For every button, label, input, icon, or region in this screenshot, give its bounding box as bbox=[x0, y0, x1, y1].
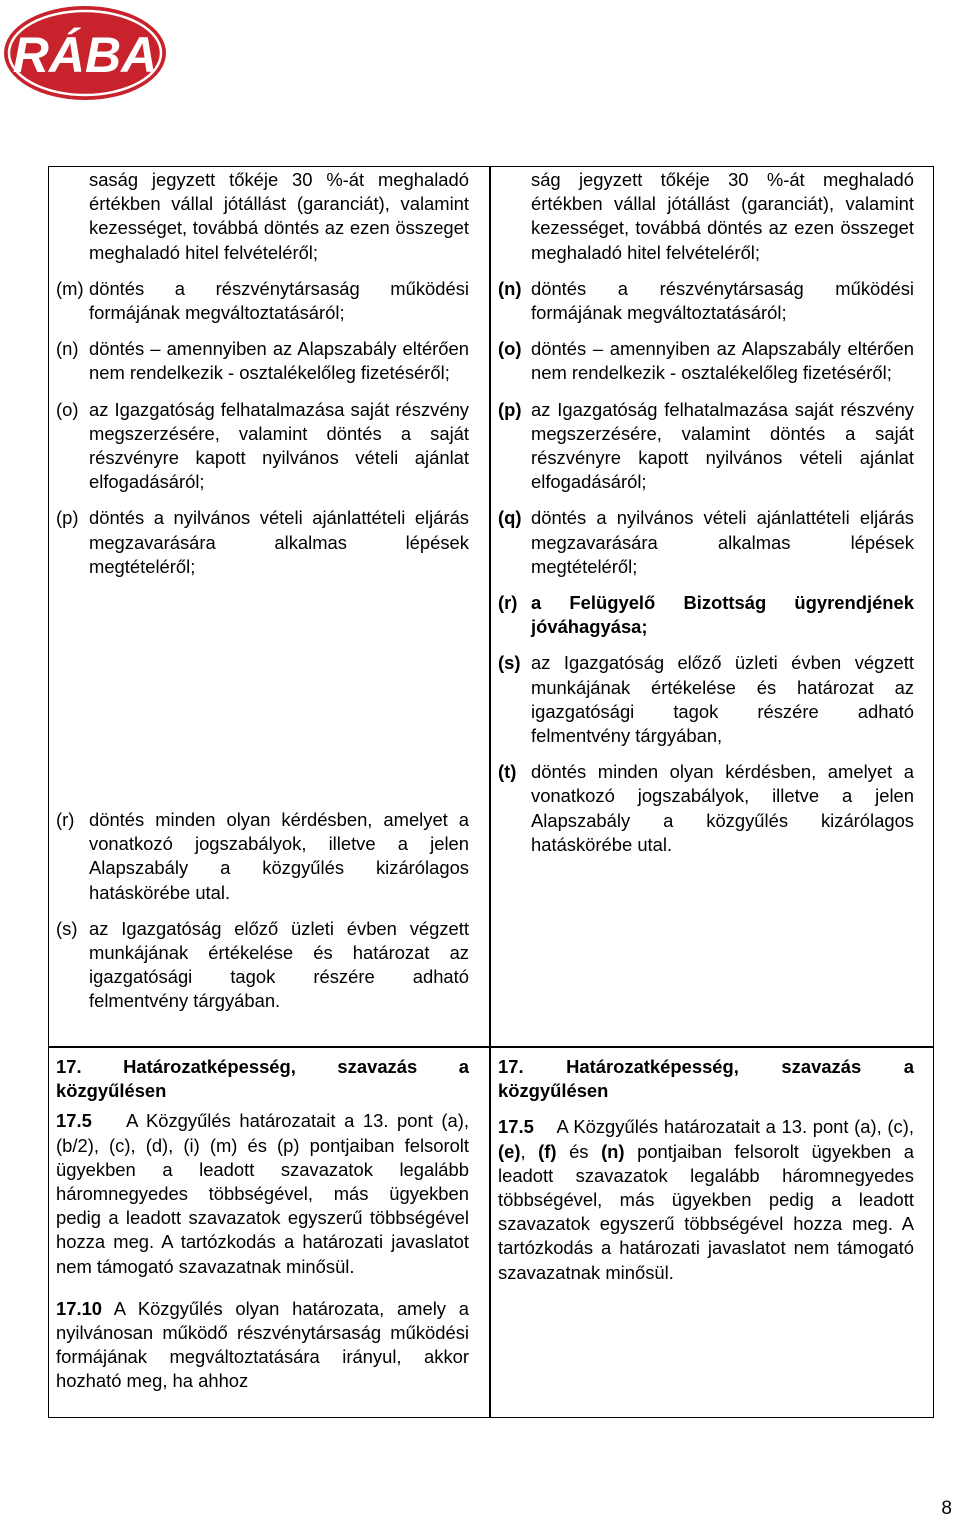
item-marker: (m) bbox=[56, 277, 84, 299]
item-text: döntés minden olyan kérdésben, amelyet a vonatkozó jogszabályok, illetve a jelen Alapszabály a közgyűlés kizárólagos hatáskörébe utal. bbox=[531, 761, 914, 855]
item-marker: (s) bbox=[56, 917, 78, 939]
left-top-cell-lower bbox=[56, 808, 469, 1014]
right-section-heading: 17. Határozatképesség, szavazás a közgyűlésen bbox=[498, 1056, 914, 1102]
item-text: döntés – amennyiben az Alapszabály eltérően nem rendelkezik - osztalékelőleg fizetéséről; bbox=[89, 338, 469, 384]
right-para-17-5 bbox=[498, 1115, 914, 1284]
left-intro-text: saság jegyzett tőkéje 30 %-át meghaladó értékben vállal jótállást (garanciát), valamint kezességet, továbbá döntés az ezen összeget meghaladó hitel felvételéről; bbox=[89, 169, 469, 263]
para-ref: (e) bbox=[498, 1140, 521, 1162]
item-text: döntés a nyilvános vételi ajánlattételi eljárás megzavarására alkalmas lépések megtételéről; bbox=[89, 507, 469, 577]
row-divider bbox=[48, 1046, 934, 1048]
left-item-r bbox=[56, 808, 469, 905]
item-marker: (s) bbox=[498, 652, 521, 674]
para-number: 17.10 bbox=[56, 1297, 103, 1319]
left-section-heading: 17. Határozatképesség, szavazás a közgyűlésen bbox=[56, 1056, 469, 1102]
para-number: 17.5 bbox=[498, 1116, 534, 1138]
para-ref: (n) bbox=[601, 1140, 625, 1162]
para-text: A Közgyűlés határozatait a 13. pont (a), (b/2), (c), (d), (i) (m) és (p) pontjaiban felsorolt ügyekben a leadott szavazatok legalább háromnegyedes többségével, más ügyekben pedig a leadott szavazatok egyszerű többségével hozza meg. A tartózkodás a határozati javaslatot nem támogató szavazatnak minősül. bbox=[56, 1110, 469, 1277]
item-marker: (p) bbox=[498, 398, 522, 420]
item-text: az Igazgatóság előző üzleti évben végzett munkájának értékelése és határozat az igazgatósági tagok részére adható felmentvény tárgyában. bbox=[89, 917, 469, 1012]
para-sep: és bbox=[556, 1140, 602, 1162]
right-item-o bbox=[498, 337, 914, 385]
right-item-p bbox=[498, 398, 914, 495]
left-para-17-10 bbox=[56, 1297, 469, 1394]
para-sep: , bbox=[520, 1140, 539, 1162]
right-item-r bbox=[498, 591, 914, 639]
raba-logo bbox=[2, 4, 168, 102]
left-item-o bbox=[56, 398, 469, 495]
right-item-q bbox=[498, 506, 914, 579]
left-top-cell bbox=[56, 168, 469, 579]
item-marker: (o) bbox=[498, 338, 522, 360]
left-item-p bbox=[56, 506, 469, 579]
para-number: 17.5 bbox=[56, 1110, 92, 1132]
item-text: döntés a részvénytársaság működési formájának megváltoztatásáról; bbox=[89, 277, 469, 324]
item-text: döntés a nyilvános vételi ajánlattételi eljárás megzavarására alkalmas lépések megtételéről; bbox=[531, 507, 914, 577]
para-ref: (f) bbox=[538, 1140, 557, 1162]
item-marker: (t) bbox=[498, 761, 517, 783]
item-text: az Igazgatóság felhatalmazása saját részvény megszerzésére, valamint döntés a saját részvényre kapott nyilvános vételi ajánlat elfogadásáról; bbox=[89, 398, 469, 493]
para-text: pontjaiban felsorolt ügyekben a leadott szavazatok legalább háromnegyedes többségével, más ügyekben pedig a leadott szavazatok egyszerű többségével hozza meg. A tartózkodás a határozati javaslatot nem támogató szavazatnak minősül. bbox=[498, 1140, 914, 1283]
item-text: döntés minden olyan kérdésben, amelyet a vonatkozó jogszabályok, illetve a jelen Alapszabály a közgyűlés kizárólagos hatáskörébe utal. bbox=[89, 809, 469, 903]
left-item-s bbox=[56, 917, 469, 1014]
right-item-t bbox=[498, 760, 914, 857]
item-text: az Igazgatóság felhatalmazása saját részvény megszerzésére, valamint döntés a saját részvényre kapott nyilvános vételi ajánlat elfogadásáról; bbox=[531, 398, 914, 493]
right-item-s bbox=[498, 651, 914, 748]
right-intro-text: ság jegyzett tőkéje 30 %-át meghaladó értékben vállal jótállást (garanciát), valamint kezességet, továbbá döntés az ezen összeget meghaladó hitel felvételéről; bbox=[531, 169, 914, 263]
item-marker: (n) bbox=[498, 277, 522, 299]
item-text: a Felügyelő Bizottság ügyrendjének jóváhagyása; bbox=[531, 592, 914, 638]
right-item-n bbox=[498, 277, 914, 325]
para-text: A Közgyűlés határozatait a 13. pont (a), (c), bbox=[556, 1116, 914, 1138]
item-text: az Igazgatóság előző üzleti évben végzett munkájának értékelése és határozat az igazgatósági tagok részére adható felmentvény tárgyában, bbox=[531, 652, 914, 747]
left-item-m bbox=[56, 277, 469, 325]
item-marker: (r) bbox=[56, 809, 75, 830]
item-text: döntés a részvénytársaság működési formájának megváltoztatásáról; bbox=[531, 277, 914, 324]
left-item-n bbox=[56, 337, 469, 385]
right-top-cell bbox=[498, 168, 914, 857]
logo-text: RÁBA bbox=[12, 27, 158, 83]
left-para-17-5 bbox=[56, 1109, 469, 1278]
item-text: döntés – amennyiben az Alapszabály eltérően nem rendelkezik - osztalékelőleg fizetéséről; bbox=[531, 338, 914, 384]
para-text: A Közgyűlés olyan határozata, amely a nyilvánosan működő részvénytársaság működési formájának megváltoztatására irányul, akkor hozható meg, ha ahhoz bbox=[56, 1297, 469, 1392]
right-bottom-cell bbox=[498, 1055, 914, 1285]
item-marker: (p) bbox=[56, 507, 79, 529]
item-marker: (n) bbox=[56, 338, 79, 360]
item-marker: (o) bbox=[56, 398, 79, 420]
item-marker: (q) bbox=[498, 507, 522, 529]
left-bottom-cell bbox=[56, 1055, 469, 1394]
item-marker: (r) bbox=[498, 592, 518, 614]
page-number: 8 bbox=[941, 1498, 952, 1519]
column-divider bbox=[489, 166, 491, 1418]
